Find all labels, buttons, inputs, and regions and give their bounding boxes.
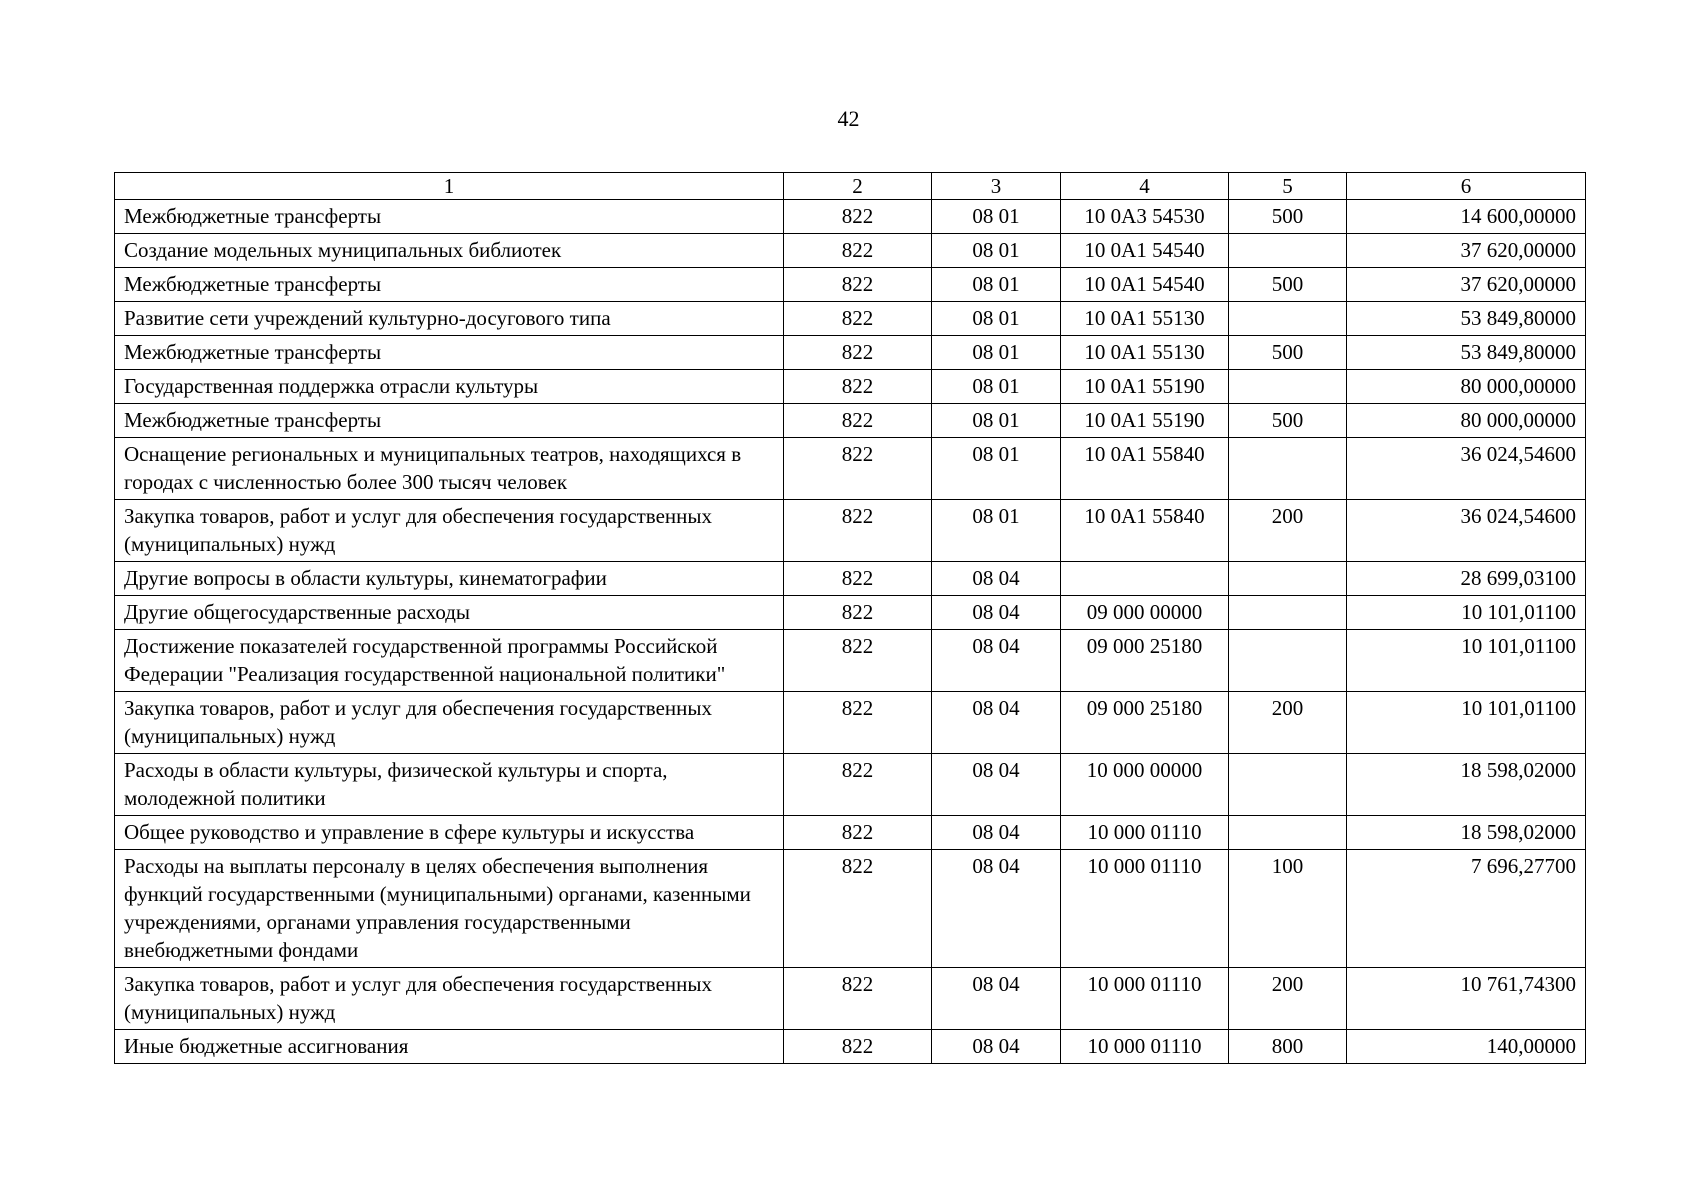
- cell-section-code: 08 04: [932, 562, 1061, 596]
- cell-section-code: 08 01: [932, 268, 1061, 302]
- cell-ministry-code: 822: [784, 404, 932, 438]
- cell-section-code: 08 04: [932, 630, 1061, 692]
- cell-target-article: 10 0А1 55190: [1061, 404, 1229, 438]
- cell-ministry-code: 822: [784, 500, 932, 562]
- cell-section-code: 08 04: [932, 968, 1061, 1030]
- cell-ministry-code: 822: [784, 816, 932, 850]
- cell-expense-type: 800: [1229, 1030, 1347, 1064]
- cell-amount: 14 600,00000: [1347, 200, 1586, 234]
- cell-amount: 140,00000: [1347, 1030, 1586, 1064]
- cell-row-name: Развитие сети учреждений культурно-досугового типа: [115, 302, 784, 336]
- cell-expense-type: [1229, 302, 1347, 336]
- table-body: [115, 200, 1586, 1064]
- cell-section-code: 08 01: [932, 370, 1061, 404]
- cell-target-article: 09 000 25180: [1061, 692, 1229, 754]
- table-row: [115, 562, 1586, 596]
- header-col-2: 2: [784, 173, 932, 200]
- cell-expense-type: 500: [1229, 268, 1347, 302]
- cell-target-article: 10 000 01110: [1061, 816, 1229, 850]
- cell-expense-type: [1229, 596, 1347, 630]
- cell-row-name: Создание модельных муниципальных библиотек: [115, 234, 784, 268]
- cell-ministry-code: 822: [784, 1030, 932, 1064]
- table-row: [115, 500, 1586, 562]
- cell-row-name: Государственная поддержка отрасли культуры: [115, 370, 784, 404]
- table-row: [115, 816, 1586, 850]
- cell-row-name: Закупка товаров, работ и услуг для обеспечения государственных (муниципальных) нужд: [115, 500, 784, 562]
- header-row: [115, 173, 1586, 200]
- cell-row-name: Межбюджетные трансферты: [115, 268, 784, 302]
- table-row: [115, 630, 1586, 692]
- table-row: [115, 302, 1586, 336]
- cell-target-article: 10 0А1 54540: [1061, 268, 1229, 302]
- cell-row-name: Оснащение региональных и муниципальных театров, находящихся в городах с численностью более 300 тысяч человек: [115, 438, 784, 500]
- cell-target-article: 10 0А1 55130: [1061, 302, 1229, 336]
- cell-target-article: 10 0А1 54540: [1061, 234, 1229, 268]
- cell-ministry-code: 822: [784, 336, 932, 370]
- cell-section-code: 08 04: [932, 596, 1061, 630]
- cell-section-code: 08 04: [932, 692, 1061, 754]
- cell-row-name: Закупка товаров, работ и услуг для обеспечения государственных (муниципальных) нужд: [115, 968, 784, 1030]
- cell-row-name: Межбюджетные трансферты: [115, 404, 784, 438]
- cell-expense-type: 200: [1229, 968, 1347, 1030]
- header-col-4: 4: [1061, 173, 1229, 200]
- cell-ministry-code: 822: [784, 754, 932, 816]
- table-row: [115, 1030, 1586, 1064]
- cell-ministry-code: 822: [784, 968, 932, 1030]
- cell-expense-type: [1229, 438, 1347, 500]
- cell-target-article: 10 000 01110: [1061, 1030, 1229, 1064]
- cell-amount: 36 024,54600: [1347, 500, 1586, 562]
- cell-amount: 10 101,01100: [1347, 596, 1586, 630]
- cell-target-article: [1061, 562, 1229, 596]
- cell-expense-type: 500: [1229, 404, 1347, 438]
- cell-expense-type: 200: [1229, 500, 1347, 562]
- cell-amount: 36 024,54600: [1347, 438, 1586, 500]
- table-row: [115, 268, 1586, 302]
- table-row: [115, 692, 1586, 754]
- cell-target-article: 10 000 01110: [1061, 850, 1229, 968]
- cell-expense-type: 500: [1229, 336, 1347, 370]
- header-col-5: 5: [1229, 173, 1347, 200]
- cell-amount: 37 620,00000: [1347, 268, 1586, 302]
- cell-section-code: 08 04: [932, 850, 1061, 968]
- cell-ministry-code: 822: [784, 596, 932, 630]
- table-row: [115, 404, 1586, 438]
- cell-amount: 28 699,03100: [1347, 562, 1586, 596]
- table-row: [115, 596, 1586, 630]
- cell-target-article: 09 000 00000: [1061, 596, 1229, 630]
- table-row: [115, 234, 1586, 268]
- cell-row-name: Расходы в области культуры, физической культуры и спорта, молодежной политики: [115, 754, 784, 816]
- cell-row-name: Закупка товаров, работ и услуг для обеспечения государственных (муниципальных) нужд: [115, 692, 784, 754]
- table-row: [115, 968, 1586, 1030]
- cell-ministry-code: 822: [784, 268, 932, 302]
- cell-amount: 80 000,00000: [1347, 370, 1586, 404]
- cell-target-article: 10 0А1 55190: [1061, 370, 1229, 404]
- cell-section-code: 08 01: [932, 234, 1061, 268]
- cell-expense-type: [1229, 234, 1347, 268]
- cell-ministry-code: 822: [784, 562, 932, 596]
- cell-ministry-code: 822: [784, 200, 932, 234]
- cell-amount: 10 101,01100: [1347, 630, 1586, 692]
- cell-row-name: Межбюджетные трансферты: [115, 200, 784, 234]
- cell-row-name: Другие вопросы в области культуры, кинематографии: [115, 562, 784, 596]
- cell-ministry-code: 822: [784, 630, 932, 692]
- cell-row-name: Иные бюджетные ассигнования: [115, 1030, 784, 1064]
- cell-expense-type: 200: [1229, 692, 1347, 754]
- header-col-6: 6: [1347, 173, 1586, 200]
- cell-amount: 53 849,80000: [1347, 302, 1586, 336]
- table-row: [115, 850, 1586, 968]
- cell-row-name: Расходы на выплаты персоналу в целях обеспечения выполнения функций государственными (муниципальными) органами, казенными учреждениями, органами управления государственными внебюджетными фондами: [115, 850, 784, 968]
- page-number: 42: [837, 106, 860, 131]
- cell-ministry-code: 822: [784, 850, 932, 968]
- table-row: [115, 336, 1586, 370]
- cell-amount: 80 000,00000: [1347, 404, 1586, 438]
- cell-section-code: 08 01: [932, 336, 1061, 370]
- cell-expense-type: [1229, 754, 1347, 816]
- header-col-1: 1: [115, 173, 784, 200]
- cell-amount: 37 620,00000: [1347, 234, 1586, 268]
- cell-expense-type: 500: [1229, 200, 1347, 234]
- cell-row-name: Межбюджетные трансферты: [115, 336, 784, 370]
- table-header: [115, 173, 1586, 200]
- cell-target-article: 10 000 00000: [1061, 754, 1229, 816]
- cell-ministry-code: 822: [784, 302, 932, 336]
- cell-section-code: 08 04: [932, 816, 1061, 850]
- cell-row-name: Другие общегосударственные расходы: [115, 596, 784, 630]
- cell-ministry-code: 822: [784, 438, 932, 500]
- cell-target-article: 10 0А1 55130: [1061, 336, 1229, 370]
- cell-target-article: 09 000 25180: [1061, 630, 1229, 692]
- cell-amount: 7 696,27700: [1347, 850, 1586, 968]
- budget-table: [114, 172, 1586, 1064]
- cell-target-article: 10 0А1 55840: [1061, 438, 1229, 500]
- table-row: [115, 370, 1586, 404]
- cell-section-code: 08 01: [932, 438, 1061, 500]
- cell-section-code: 08 01: [932, 500, 1061, 562]
- cell-ministry-code: 822: [784, 692, 932, 754]
- cell-expense-type: 100: [1229, 850, 1347, 968]
- cell-target-article: 10 0А1 55840: [1061, 500, 1229, 562]
- cell-ministry-code: 822: [784, 234, 932, 268]
- cell-target-article: 10 0А3 54530: [1061, 200, 1229, 234]
- cell-amount: 10 761,74300: [1347, 968, 1586, 1030]
- cell-amount: 53 849,80000: [1347, 336, 1586, 370]
- table-row: [115, 438, 1586, 500]
- cell-amount: 18 598,02000: [1347, 754, 1586, 816]
- cell-expense-type: [1229, 816, 1347, 850]
- cell-section-code: 08 01: [932, 404, 1061, 438]
- table-row: [115, 754, 1586, 816]
- cell-expense-type: [1229, 562, 1347, 596]
- table-row: [115, 200, 1586, 234]
- cell-row-name: Достижение показателей государственной программы Российской Федерации "Реализация государственной национальной политики": [115, 630, 784, 692]
- cell-section-code: 08 01: [932, 200, 1061, 234]
- cell-section-code: 08 04: [932, 754, 1061, 816]
- cell-ministry-code: 822: [784, 370, 932, 404]
- header-col-3: 3: [932, 173, 1061, 200]
- cell-target-article: 10 000 01110: [1061, 968, 1229, 1030]
- cell-expense-type: [1229, 630, 1347, 692]
- cell-section-code: 08 01: [932, 302, 1061, 336]
- cell-amount: 18 598,02000: [1347, 816, 1586, 850]
- cell-amount: 10 101,01100: [1347, 692, 1586, 754]
- cell-expense-type: [1229, 370, 1347, 404]
- cell-row-name: Общее руководство и управление в сфере культуры и искусства: [115, 816, 784, 850]
- cell-section-code: 08 04: [932, 1030, 1061, 1064]
